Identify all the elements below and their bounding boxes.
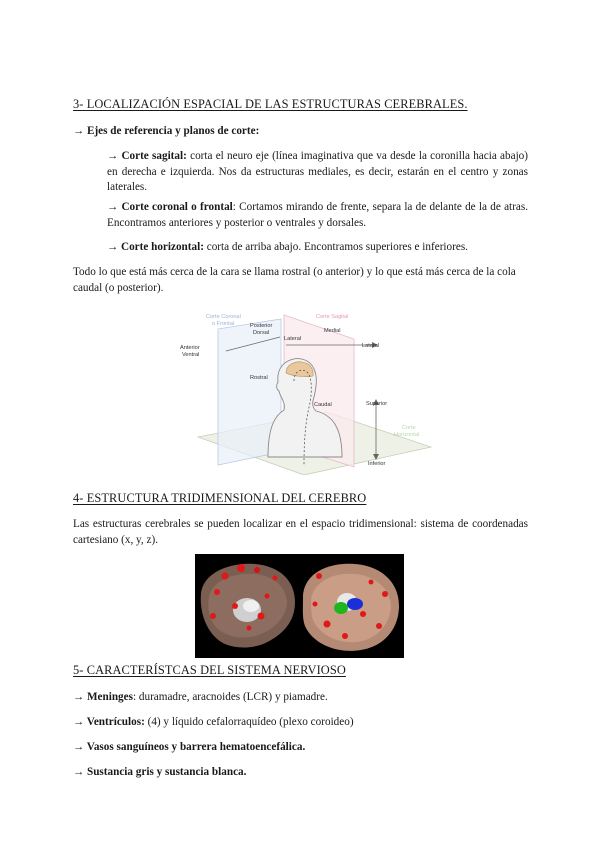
section-3-heading: 3- LOCALIZACIÓN ESPACIAL DE LAS ESTRUCTURAS CEREBRALES.: [73, 97, 468, 111]
grey-white-matter-term: → Sustancia gris y sustancia blanca.: [73, 766, 247, 778]
ventricles-item: [73, 715, 354, 731]
section-4-heading: 4- ESTRUCTURA TRIDIMENSIONAL DEL CEREBRO: [73, 491, 367, 505]
ventricles-term: → Ventrículos:: [73, 716, 145, 728]
blood-vessels-item: [73, 740, 305, 756]
section-5-heading: 5- CARACTERÍSTCAS DEL SISTEMA NERVIOSO: [73, 663, 346, 677]
label-anterior: Anterior: [180, 345, 200, 351]
coronal-cut-item: [107, 200, 528, 231]
meninges-term: → Meninges: [73, 691, 133, 703]
label-corte-horizontal-1: Corte: [402, 425, 416, 431]
rostral-caudal-paragraph: Todo lo que está más cerca de la cara se llama rostral (o anterior) y lo que está más cerca de la cola caudal (o posterior).: [73, 266, 516, 294]
label-corte-sagital: Corte Sagital: [316, 314, 349, 320]
planes-of-section-figure: [176, 307, 452, 475]
meninges-item: [73, 690, 328, 706]
coronal-cut-term: → Corte coronal o frontal: [107, 201, 233, 213]
label-posterior: Posterior: [250, 323, 273, 329]
label-corte-horizontal-2: Horizontal: [394, 432, 420, 438]
label-inferior: Inferior: [368, 461, 386, 467]
sagital-cut-text: corta el neuro eje (línea imaginativa que va desde la coronilla hacia abajo) en derecha e izquierda. Nos da estructuras mediales, es decir, estarán en el centro y zonas laterales.: [107, 150, 528, 194]
label-medial: Medial: [324, 328, 341, 334]
sagital-cut-term: → Corte sagital:: [107, 150, 187, 162]
coronal-cut-text: : Cortamos mirando de frente, separa la de delante de la de atras. Encontramos anteriores y posterior o ventrales y dorsales.: [107, 201, 528, 229]
grey-white-matter-item: [73, 765, 246, 781]
label-ventral: Ventral: [182, 352, 200, 358]
label-dorsal: Dorsal: [253, 330, 270, 336]
horizontal-cut-text: corta de arriba abajo. Encontramos superiores e inferiores.: [203, 241, 468, 253]
label-rostral: Rostral: [250, 375, 268, 381]
ventricles-text: (4) y líquido cefalorraquídeo (plexo coroideo): [144, 716, 354, 728]
horizontal-cut-term: → Corte horizontal:: [107, 241, 204, 253]
label-lateral-left: Lateral: [284, 336, 302, 342]
label-corte-coronal: Corte Coronal: [206, 314, 241, 320]
label-o-frontal: o Frontal: [212, 321, 235, 327]
label-lateral-right: Lateral: [362, 343, 380, 349]
meninges-text: : duramadre, aracnoides (LCR) y piamadre.: [132, 691, 328, 703]
reference-axes-subheading: → Ejes de referencia y planos de corte:: [73, 125, 260, 137]
sagital-cut-item: [107, 149, 528, 196]
right-brain-render: [303, 564, 399, 651]
label-caudal: Caudal: [314, 402, 332, 408]
section-4-paragraph: Las estructuras cerebrales se pueden localizar en el espacio tridimensional: sistema de coordenadas cartesiano (x, y, z).: [73, 518, 528, 546]
horizontal-cut-item: [107, 240, 528, 256]
label-superior: Superior: [366, 401, 388, 407]
blood-vessels-term: → Vasos sanguíneos y barrera hematoencefálica.: [73, 741, 306, 753]
brain-3d-figure: [195, 554, 404, 658]
